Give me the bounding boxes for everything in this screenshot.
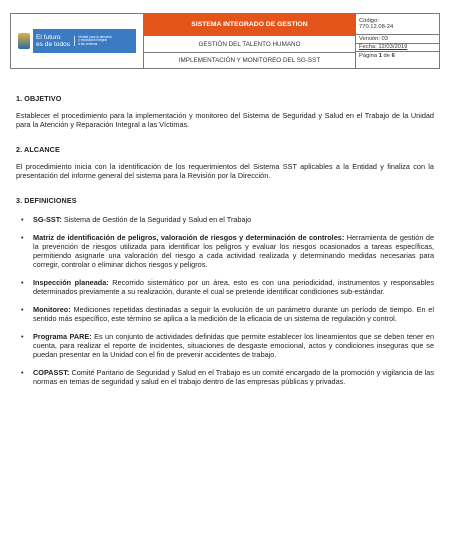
list-item (16, 233, 434, 269)
logo-brand-sub: Unidad para la atención y reparación integral a las víctimas (74, 36, 112, 47)
definition-text: Es un conjunto de actividades definidas que permite establecer los lineamientos que se deben tener en cuenta, para realizar el reporte de incidentes, situaciones de desgaste emocional, actos y condiciones inseguras que se puedan presentar en la Unidad con el fin de prevenir accidentes de trabajo. (33, 332, 435, 359)
section-title-definiciones: 3. DEFINICIONES (16, 196, 77, 205)
list-item (16, 305, 434, 323)
code-value: 770.12.08-24 (359, 24, 394, 30)
definition-term: SG-SST: (33, 215, 62, 224)
definition-text: Recorrido sistemático por un área, esto es con una periodicidad, instrumentos y responsables determinados previamente a su realización, durante el cual se pretende identificar condiciones sub-estándar. (33, 278, 434, 296)
page-number (356, 52, 439, 60)
definition-term: COPASST: (33, 368, 70, 377)
code-label: Código: (359, 17, 379, 24)
document-header (10, 13, 440, 69)
definition-text: Mediciones repetidas destinadas a seguir la evolución de un parámetro durante un período de tiempo. En el sentido más específico, este término se aplica a la medición de la eficacia de un sistema de regulación y control. (33, 305, 434, 323)
list-item (16, 278, 434, 296)
version-field: Versión: 03 (356, 35, 439, 44)
page-of: de (383, 53, 390, 59)
definition-text: Comité Paritario de Seguridad y Salud en el Trabajo es un comité encargado de la promoción y vigilancia de las normas en temas de seguridad y salud en el trabajo dentro de las empresas públicas y privadas. (33, 368, 434, 386)
bullet-icon: • (21, 278, 24, 287)
section-text-objetivo: Establecer el procedimiento para la implementación y monitoreo del Sistema de Seguridad y Salud en el Trabajo de la Unidad para la Atención y Reparación Integral a las Víctimas. (16, 111, 434, 129)
header-titles (144, 14, 356, 68)
institution-logo (18, 26, 136, 56)
definition-text: Sistema de Gestión de la Seguridad y Salud en el Trabajo (61, 215, 252, 224)
bullet-icon: • (21, 215, 24, 224)
list-item (16, 332, 434, 359)
document-code (356, 14, 439, 35)
list-item (16, 368, 434, 386)
page-total: 6 (391, 53, 395, 59)
section-text-alcance: El procedimiento inicia con la identificación de los requerimientos del Sistema SST aplicables a la Entidad y finaliza con la presentación del informe general del sistema para la Revisión por la Dirección. (16, 162, 434, 180)
list-item (16, 215, 434, 224)
definition-term: Matriz de identificación de peligros, valoración de riesgos y determinación de controles: (33, 233, 345, 242)
page-prefix: Página (359, 53, 378, 59)
header-metadata (356, 14, 439, 68)
logo-cell (11, 14, 144, 68)
date-field: Fecha: 12/03/2019 (356, 44, 439, 53)
bullet-icon: • (21, 368, 24, 377)
logo-brand (33, 29, 136, 53)
coat-of-arms-icon (18, 33, 30, 49)
definitions-list (16, 215, 434, 386)
definition-term: Monitoreo: (33, 305, 71, 314)
section-title-alcance: 2. ALCANCE (16, 145, 60, 154)
definition-text: Herramienta de gestión de la prevención de riesgos utilizada para identificar los peligros y evaluar los riesgos ocasionados a tareas específicas, permitiendo asignarle una valoración del riesgo a cada actividad realizada y determinando medidas necesarias para corregir, controlar o eliminar dichos riesgos y peligros. (33, 233, 434, 269)
definition-term: Programa PARE: (33, 332, 92, 341)
page-current: 1 (378, 53, 382, 59)
bullet-icon: • (21, 305, 24, 314)
document-title: IMPLEMENTACIÓN Y MONITOREO DEL SG-SST (178, 56, 321, 64)
document-body (16, 94, 434, 395)
bullet-icon: • (21, 332, 24, 341)
section-title-objetivo: 1. OBJETIVO (16, 94, 62, 103)
definition-term: Inspección planeada: (33, 278, 109, 287)
system-title: SISTEMA INTEGRADO DE GESTION (144, 14, 355, 36)
department-title: GESTIÓN DEL TALENTO HUMANO (144, 36, 355, 52)
bullet-icon: • (21, 233, 24, 242)
logo-brand-main: El futuro es de todos (36, 34, 71, 48)
